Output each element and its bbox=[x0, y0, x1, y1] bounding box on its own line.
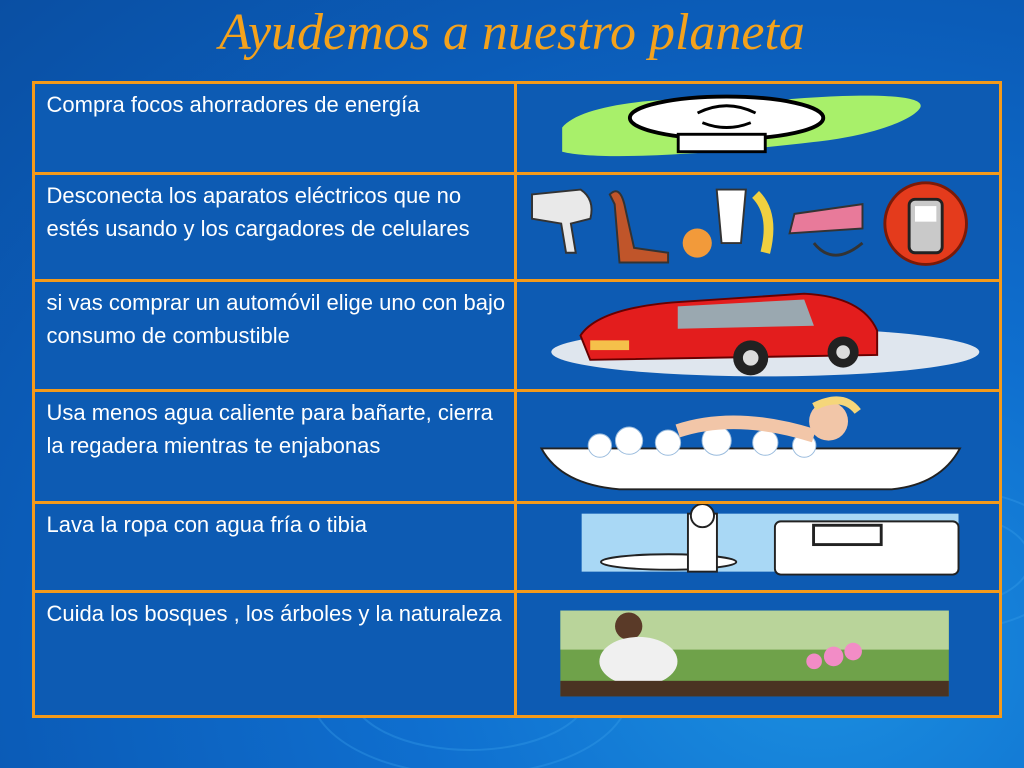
tip-text: si vas comprar un automóvil elige uno con bajo consumo de combustible bbox=[32, 279, 517, 392]
gardening-photo bbox=[514, 590, 1002, 718]
car-icon bbox=[514, 279, 1002, 392]
tip-text: Desconecta los aparatos eléctricos que no estés usando y los cargadores de celulares bbox=[32, 172, 517, 282]
slide-title: Ayudemos a nuestro planeta bbox=[219, 4, 805, 61]
tip-text: Compra focos ahorradores de energía bbox=[32, 81, 517, 175]
appliances-icon bbox=[514, 172, 1002, 282]
tip-text: Usa menos agua caliente para bañarte, cierra la regadera mientras te enjabonas bbox=[32, 389, 517, 504]
bathtub-icon bbox=[514, 389, 1002, 504]
tip-text: Cuida los bosques , los árboles y la naturaleza bbox=[32, 590, 517, 718]
washing-machine-icon bbox=[514, 501, 1002, 593]
tip-text: Lava la ropa con agua fría o tibia bbox=[32, 501, 517, 593]
light-bulb-icon bbox=[514, 81, 1002, 175]
tips-table bbox=[33, 82, 1000, 716]
